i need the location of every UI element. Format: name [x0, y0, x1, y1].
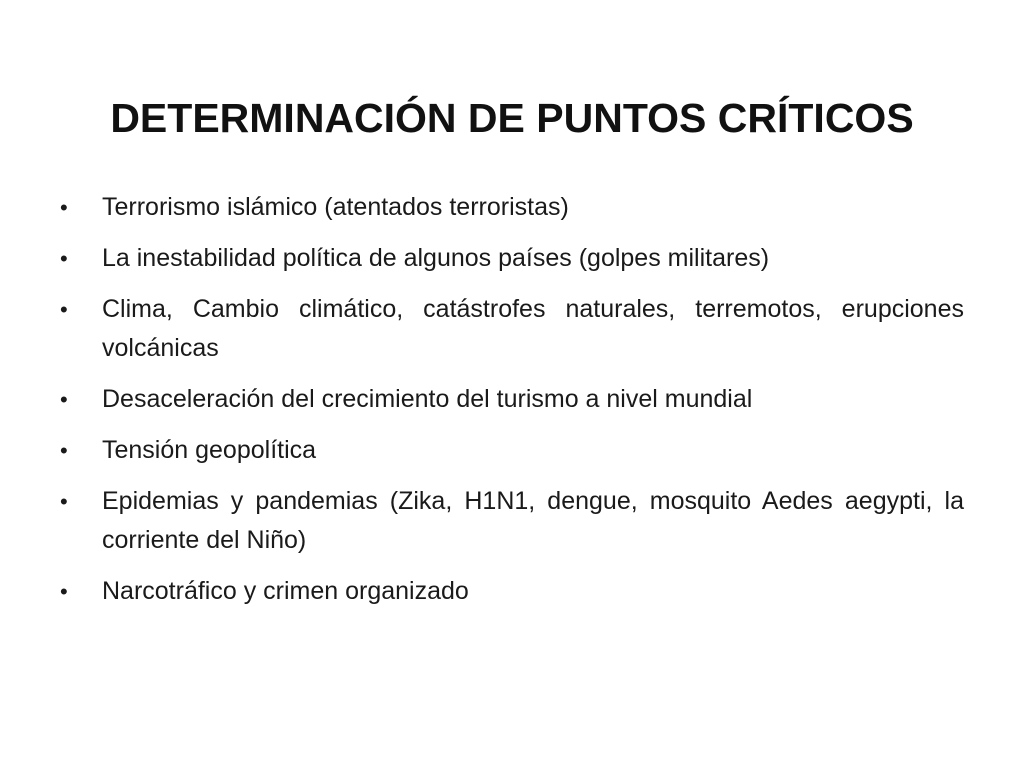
bullet-list — [60, 188, 964, 623]
bullet-text: Epidemias y pandemias (Zika, H1N1, dengue, mosquito Aedes aegypti, la corriente del Niño) — [102, 487, 964, 554]
bullet-text: Desaceleración del crecimiento del turismo a nivel mundial — [102, 385, 753, 413]
bullet-item — [60, 380, 964, 419]
bullet-item — [60, 239, 964, 278]
bullet-text: La inestabilidad política de algunos países (golpes militares) — [102, 244, 770, 272]
bullet-icon: • — [60, 438, 68, 463]
bullet-icon: • — [60, 246, 68, 271]
bullet-item — [60, 188, 964, 227]
bullet-icon: • — [60, 297, 68, 322]
bullet-text: Terrorismo islámico (atentados terroristas) — [102, 193, 569, 221]
bullet-icon: • — [60, 579, 68, 604]
bullet-icon: • — [60, 387, 68, 412]
slide-title: DETERMINACIÓN DE PUNTOS CRÍTICOS — [110, 95, 914, 142]
bullet-icon: • — [60, 195, 68, 220]
bullet-text: Clima, Cambio climático, catástrofes naturales, terremotos, erupciones volcánicas — [102, 295, 964, 362]
bullet-text: Narcotráfico y crimen organizado — [102, 577, 469, 605]
bullet-item — [60, 290, 964, 368]
bullet-text: Tensión geopolítica — [102, 436, 317, 464]
bullet-item — [60, 572, 964, 611]
bullet-item — [60, 482, 964, 560]
bullet-item — [60, 431, 964, 470]
bullet-icon: • — [60, 489, 68, 514]
